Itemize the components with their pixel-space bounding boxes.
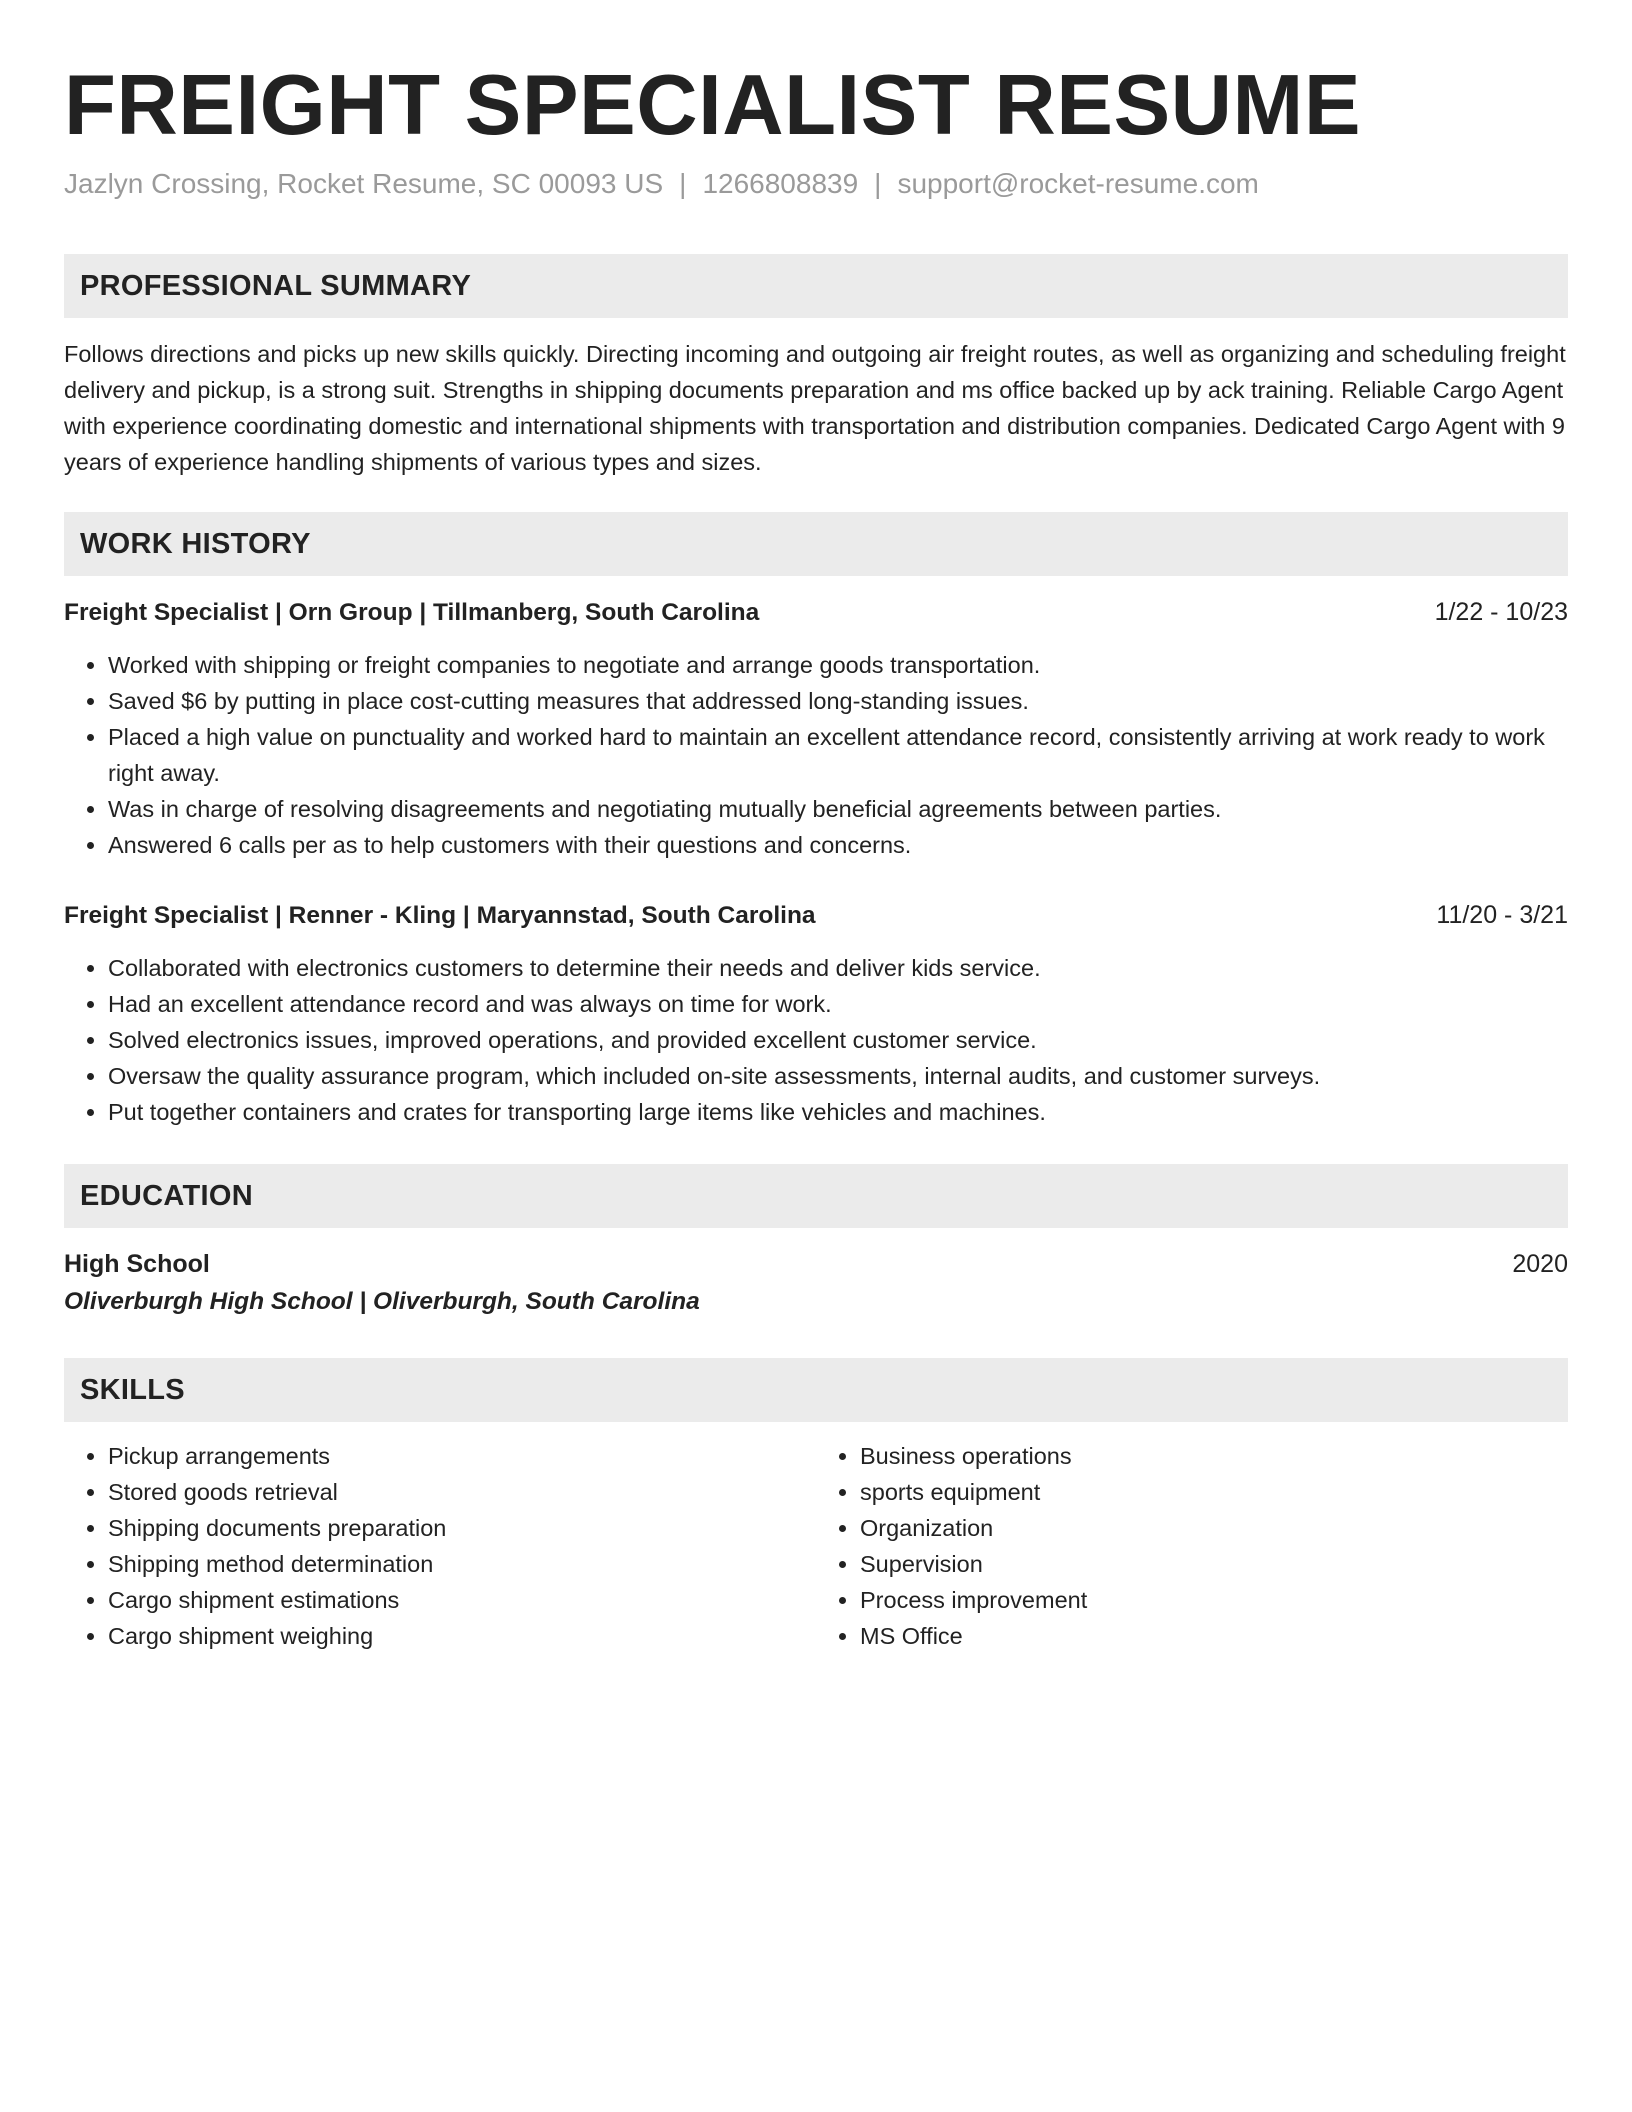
skills-column-right <box>816 1438 1568 1654</box>
job-dates: 11/20 - 3/21 <box>1436 901 1568 929</box>
job-bullets <box>64 647 1568 863</box>
education-year: 2020 <box>1512 1250 1568 1278</box>
job-header <box>64 594 1568 631</box>
skill-item: • Stored goods retrieval <box>108 1474 816 1510</box>
skill-item: • Process improvement <box>860 1582 1568 1618</box>
skill-item: • Shipping documents preparation <box>108 1510 816 1546</box>
contact-line <box>64 166 1568 202</box>
skill-item: • MS Office <box>860 1618 1568 1654</box>
skill-item: • Supervision <box>860 1546 1568 1582</box>
job-title: Freight Specialist | Orn Group | Tillmanberg, South Carolina <box>64 599 760 626</box>
job-bullet: • Oversaw the quality assurance program, which included on-site assessments, internal audits, and customer surveys. <box>108 1058 1568 1094</box>
job-bullet: • Worked with shipping or freight companies to negotiate and arrange goods transportation. <box>108 647 1568 683</box>
skills-column-left <box>64 1438 816 1654</box>
job-entry <box>64 897 1568 1130</box>
job-bullet: • Was in charge of resolving disagreements and negotiating mutually beneficial agreements between parties. <box>108 791 1568 827</box>
job-entry <box>64 594 1568 863</box>
summary-text: Follows directions and picks up new skills quickly. Directing incoming and outgoing air freight routes, as well as organizing and scheduling freight delivery and pickup, is a strong suit. Strengths in shipping documents preparation and ms office backed up by ack training. Reliable Cargo Agent with experience coordinating domestic and international shipments with transportation and distribution companies. Dedicated Cargo Agent with 9 years of experience handling shipments of various types and sizes. <box>64 341 1566 475</box>
education-entry <box>64 1246 1568 1320</box>
job-bullet: • Had an excellent attendance record and was always on time for work. <box>108 986 1568 1022</box>
job-title: Freight Specialist | Renner - Kling | Maryannstad, South Carolina <box>64 902 816 929</box>
contact-separator: | <box>874 168 882 199</box>
education-degree: High School <box>64 1250 210 1278</box>
education-header <box>64 1246 1568 1282</box>
skill-item: • Organization <box>860 1510 1568 1546</box>
skill-item: • sports equipment <box>860 1474 1568 1510</box>
job-dates: 1/22 - 10/23 <box>1434 598 1568 626</box>
job-bullet: • Collaborated with electronics customers to determine their needs and deliver kids service. <box>108 950 1568 986</box>
skills-grid <box>64 1438 1568 1654</box>
job-bullet: • Placed a high value on punctuality and worked hard to maintain an excellent attendance record, consistently arriving at work ready to work right away. <box>108 719 1568 791</box>
job-bullet: • Put together containers and crates for transporting large items like vehicles and machines. <box>108 1094 1568 1130</box>
section-heading-skills: SKILLS <box>64 1358 1568 1422</box>
skill-item: • Pickup arrangements <box>108 1438 816 1474</box>
job-bullet: • Solved electronics issues, improved operations, and provided excellent customer service. <box>108 1022 1568 1058</box>
job-header <box>64 897 1568 934</box>
section-heading-education: EDUCATION <box>64 1164 1568 1228</box>
job-bullets <box>64 950 1568 1130</box>
section-heading-summary: PROFESSIONAL SUMMARY <box>64 254 1568 318</box>
section-heading-work-history: WORK HISTORY <box>64 512 1568 576</box>
job-bullet: • Saved $6 by putting in place cost-cutting measures that addressed long-standing issues. <box>108 683 1568 719</box>
contact-separator: | <box>679 168 687 199</box>
skill-item: • Shipping method determination <box>108 1546 816 1582</box>
contact-phone: 1266808839 <box>702 168 859 199</box>
resume-title: FREIGHT SPECIALIST RESUME <box>64 58 1362 153</box>
contact-address: Jazlyn Crossing, Rocket Resume, SC 00093 US <box>64 168 664 199</box>
job-bullet: • Answered 6 calls per as to help customers with their questions and concerns. <box>108 827 1568 863</box>
skill-item: • Cargo shipment estimations <box>108 1582 816 1618</box>
education-school: Oliverburgh High School | Oliverburgh, South Carolina <box>64 1288 700 1315</box>
skill-item: • Cargo shipment weighing <box>108 1618 816 1654</box>
contact-email: support@rocket-resume.com <box>897 168 1259 199</box>
skill-item: • Business operations <box>860 1438 1568 1474</box>
